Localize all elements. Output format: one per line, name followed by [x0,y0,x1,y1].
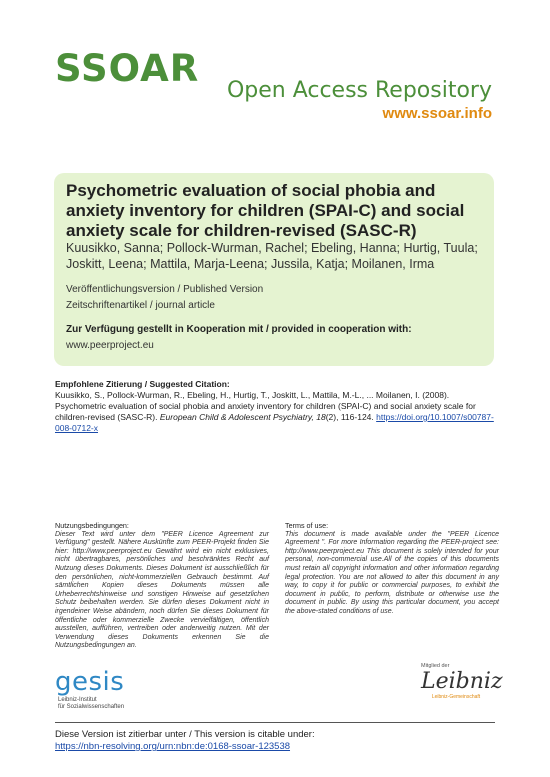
terms-german [55,522,269,651]
footer-divider [55,722,495,723]
gesis-subtitle-1: Leibniz-Institut [58,697,97,703]
document-info-box [54,173,494,366]
repository-title: Open Access Repository [226,78,492,103]
cooperation-url[interactable]: www.peerproject.eu [66,340,154,351]
terms-english [285,522,499,617]
citation-issue: (2), 116-124. [325,412,374,422]
terms-german-body: Dieser Text wird unter dem "PEER Licence Agreement zur Verfügung" gestellt. Nähere Auskünfte zum PEER-Projekt finden Sie hier: http://www.peerproject.eu Gewährt wird ein nicht exklusives, nicht übertragbares, persönliches und beschränktes Recht auf Nutzung dieses Dokuments. Dieses Dokument ist ausschließlich für den persönlichen, nicht-kommerziellen Gebrauch bestimmt. Auf sämtlichen Kopien dieses Dokuments müssen alle Urheberrechtshinweise und sonstigen Hinweise auf gesetzlichen Schutz beibehalten werden. Sie dürfen dieses Dokument nicht in irgendeiner Weise abändern, noch dürfen Sie dieses Dokument für öffentliche oder kommerzielle Zwecke vervielfältigen, öffentlich ausstellen, aufführen, vertreiben oder anderweitig nutzen. Mit der Verwendung dieses Dokuments erkennen Sie die Nutzungsbedingungen an. [55,530,269,650]
terms-english-body: This document is made available under the "PEER Licence Agreement ". For more Information regarding the PEER-project see: http://www.peerproject.eu This document is solely intended for your personal, non-commercial use.All of the copies of this documents must retain all copyright information and other information regarding legal protection. You are not allowed to alter this document in any way, to copy it for public or commercial purposes, to exhibit the document in public, to perform, distribute or otherwise use the document in public. By using this particular document, you accept the above-stated conditions of use. [285,530,499,615]
leibniz-logo [421,663,503,700]
terms-english-header: Terms of use: [285,521,329,530]
leibniz-member-label: Mitglied der [421,663,450,669]
repository-url[interactable]: www.ssoar.info [382,105,492,122]
suggested-citation [55,379,500,434]
citable-footer [55,729,315,753]
document-title: Psychometric evaluation of social phobia and anxiety inventory for children (SPAI-C) and social anxiety scale for children-revised (SASC-R) [66,181,465,240]
gesis-wordmark: gesis [55,667,125,697]
leibniz-subtitle: Leibniz-Gemeinschaft [431,694,481,700]
citation-text: Kuusikko, S., Pollock-Wurman, R., Ebeling, H., Hurtig, T., Joskitt, L., Mattila, M.-L., ... Moilanen, I. (2008). Psychometric evaluation of social phobia and anxiety inventory for children (SPAI-C) and social anxiety scale for children-revised (SASC-R). [55,390,476,422]
gesis-logo [55,669,124,711]
document-version: Veröffentlichungsversion / Published Version [66,284,264,295]
citation-journal: European Child & Adolescent Psychiatry, 18 [159,412,326,422]
urn-link[interactable]: https://nbn-resolving.org/urn:nbn:de:0168-ssoar-123538 [55,741,291,752]
terms-german-header: Nutzungsbedingungen: [55,521,129,530]
citation-label: Empfohlene Zitierung / Suggested Citation: [55,379,230,389]
citable-label: Diese Version ist zitierbar unter / This version is citable under: [55,729,315,740]
ssoar-logo: SSOAR [55,47,200,90]
cooperation-label: Zur Verfügung gestellt in Kooperation mit / provided in cooperation with: [66,324,412,335]
document-authors: Kuusikko, Sanna; Pollock-Wurman, Rachel; Ebeling, Hanna; Hurtig, Tuula; Joskitt, Leena; Mattila, Marja-Leena; Jussila, Katja; Moilanen, Irma [66,241,478,271]
document-type: Zeitschriftenartikel / journal article [66,300,215,311]
citation-doi-link[interactable]: https://doi.org/10.1007/s00787-008-0712-x [55,412,494,433]
leibniz-wordmark: Leibniz [421,669,503,694]
gesis-subtitle-2: für Sozialwissenschaften [58,704,125,710]
